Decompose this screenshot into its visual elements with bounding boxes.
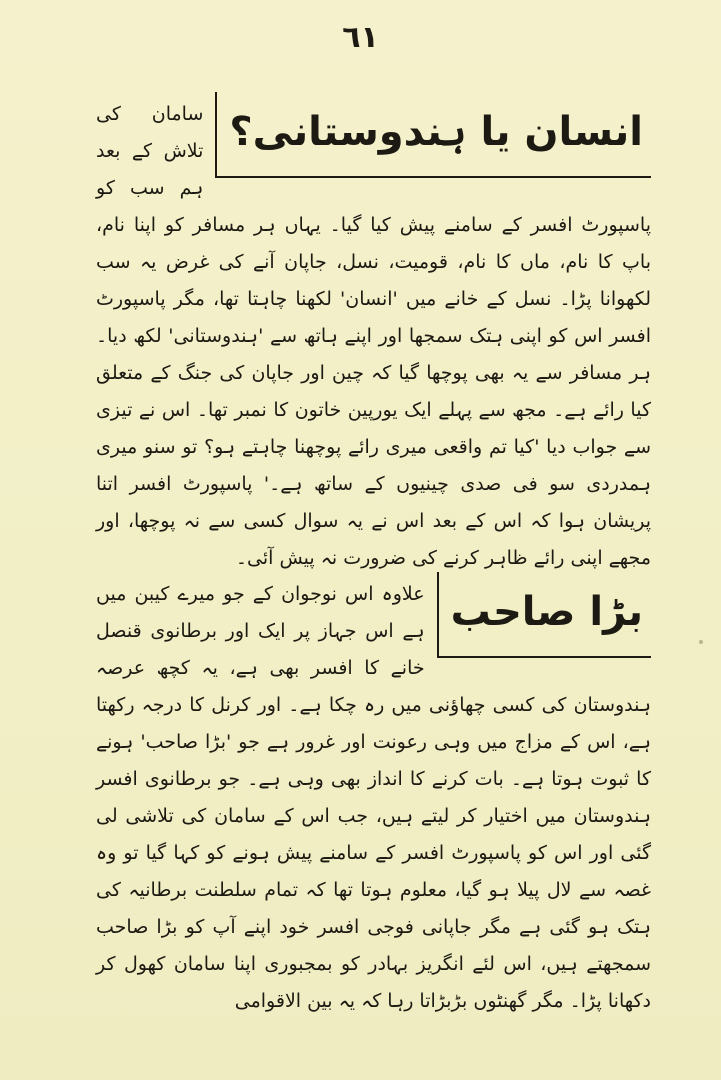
- page-number: ٦١: [342, 20, 379, 55]
- paper-speck: [699, 640, 703, 644]
- section-heading: انسان یا ہندوستانی؟: [215, 92, 651, 178]
- section-heading: بڑا صاحب: [437, 572, 651, 658]
- section-paragraph: سامان کی تلاش کے بعد ہم سب کو پاسپورٹ افسر کے سامنے پیش کیا گیا۔ یہاں ہر مسافر کو اپنا نام، باپ کا نام، ماں کا نام، قومیت، نسل، جاپان آنے کی غرض یہ سب لکھوانا پڑا۔ نسل کے خانے میں 'انسان' لکھنا چاہتا تھا، مگر پاسپورٹ افسر اس کو اپنی ہتک سمجھا اور اپنے ہاتھ سے 'ہندوستانی' لکھ دیا۔ ہر مسافر سے یہ بھی پوچھا گیا کہ چین اور جاپان کی جنگ کے متعلق کیا رائے ہے۔ مجھ سے پہلے ایک یورپین خاتون کا نمبر تھا۔ اس نے تیزی سے جواب دیا 'کیا تم واقعی میری رائے پوچھنا چاہتے ہو؟ تو سنو میری ہمدردی سو فی صدی چینیوں کے ساتھ ہے۔' پاسپورٹ افسر اتنا پریشان ہوا کہ اس کے بعد اس نے یہ سوال کسی سے نہ پوچھا، اور مجھے اپنی رائے ظاہر کرنے کی ضرورت نہ پیش آئی۔: [96, 103, 651, 569]
- section-insan-ya-hindustani: [96, 92, 651, 577]
- section-bara-sahib: [96, 572, 651, 1020]
- section-paragraph: علاوہ اس نوجوان کے جو میرے کیبن میں ہے اس جہاز پر ایک اور برطانوی قنصل خانے کا افسر بھی ہے، یہ کچھ عرصہ ہندوستان کی کسی چھاؤنی میں رہ چکا ہے۔ اور کرنل کا درجہ رکھتا ہے، اس کے مزاج میں وہی رعونت اور غرور ہے جو 'بڑا صاحب' ہونے کا ثبوت ہوتا ہے۔ بات کرنے کا انداز بھی وہی ہے۔ جو برطانوی افسر ہندوستان میں اختیار کر لیتے ہیں، جب اس کے سامان کی تلاشی لی گئی اور اس کو پاسپورٹ افسر کے سامنے پیش ہونے کو کہا گیا تو وہ غصہ سے لال پیلا ہو گیا، معلوم ہوتا تھا کہ تمام سلطنت برطانیہ کی ہتک ہو گئی ہے مگر جاپانی فوجی افسر خود اپنے آپ کو بڑا صاحب سمجھتے ہیں، اس لئے انگریز بہادر کو بمجبوری اپنا سامان کھول کر دکھانا پڑا۔ مگر گھنٹوں بڑبڑاتا رہا کہ یہ بین الاقوامی: [96, 583, 651, 1012]
